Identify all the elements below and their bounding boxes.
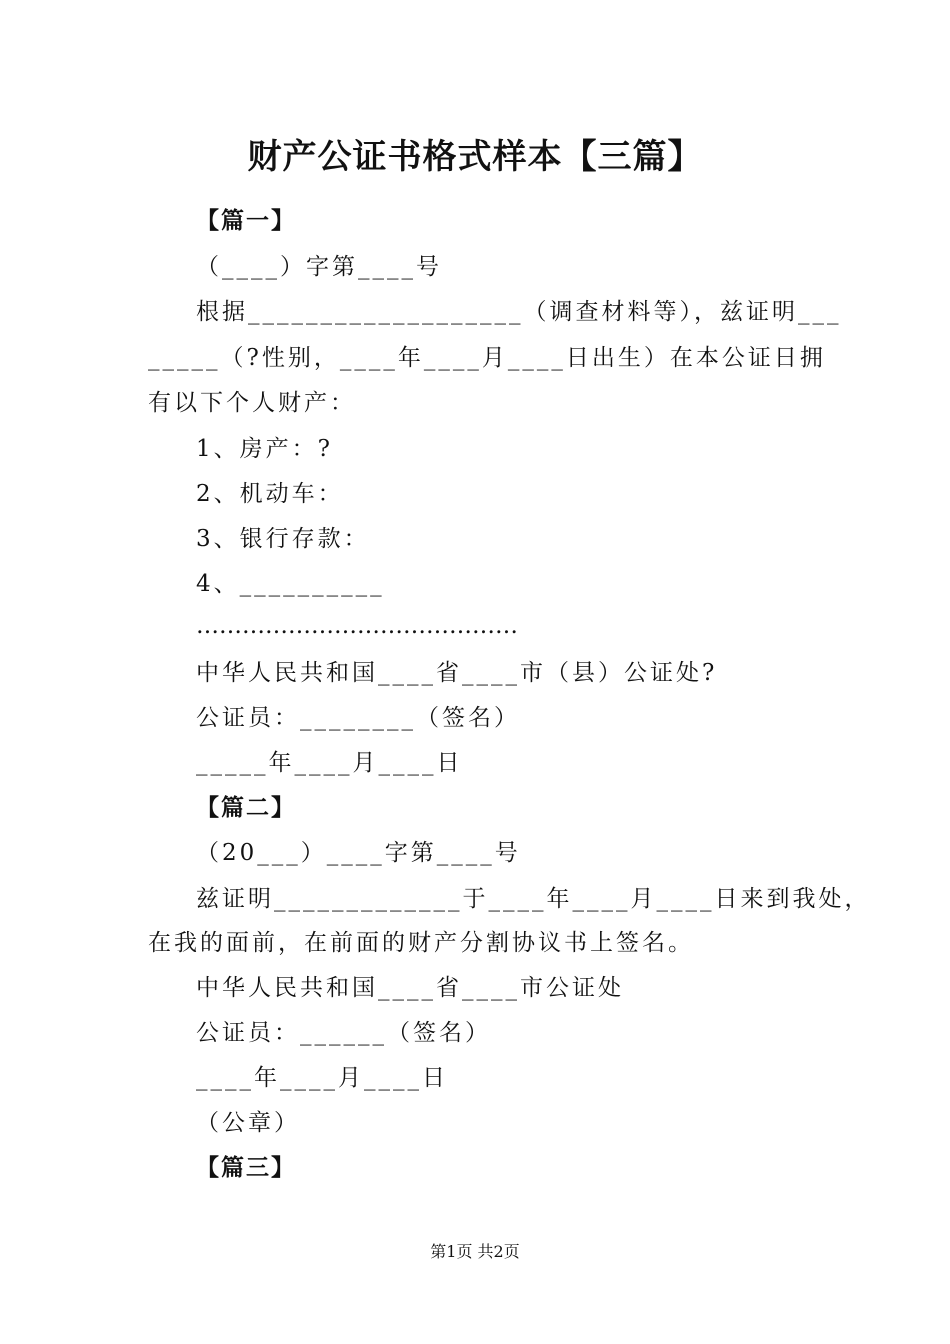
section-1-heading: 【篇一】	[196, 207, 296, 234]
section-1-notary-signature: 公证员：________（签名）	[196, 705, 520, 731]
section-1-body-line-1: 根据___________________（调查材料等），兹证明___	[196, 299, 842, 325]
section-2-body-line-2: 在我的面前，在前面的财产分割协议书上签名。	[148, 930, 694, 956]
section-1-body-line-3: 有以下个人财产：	[148, 390, 356, 416]
section-2-body-line-1: 兹证明_____________于____年____月____日来到我处，	[196, 886, 871, 912]
section-1-item-2: 2、机动车：	[196, 481, 344, 507]
section-1-notary-office: 中华人民共和国____省____市（县）公证处?	[196, 660, 718, 686]
section-2-notary-signature: 公证员：______（签名）	[196, 1020, 491, 1046]
section-2-heading: 【篇二】	[196, 794, 296, 821]
section-1-reference-number: （____）字第____号	[196, 254, 442, 280]
page-title: 财产公证书格式样本【三篇】	[247, 137, 703, 177]
section-1-item-3: 3、银行存款：	[196, 526, 370, 552]
section-2-reference-number: （20___）____字第____号	[196, 840, 521, 866]
section-1-item-4: 4、__________	[196, 571, 385, 597]
section-1-body-line-2: _____（?性别，____年____月____日出生）在本公证日拥	[148, 345, 826, 371]
section-1-item-1: 1、房产：?	[196, 436, 333, 462]
page-footer: 第1页 共2页	[430, 1242, 520, 1261]
section-2-notary-office: 中华人民共和国____省____市公证处	[196, 975, 624, 1001]
section-1-ellipsis: ……………………………………	[196, 613, 518, 639]
section-3-heading: 【篇三】	[196, 1154, 296, 1181]
section-1-date: _____年____月____日	[196, 750, 463, 776]
section-2-seal: （公章）	[196, 1110, 300, 1136]
section-2-date: ____年____月____日	[196, 1065, 448, 1091]
